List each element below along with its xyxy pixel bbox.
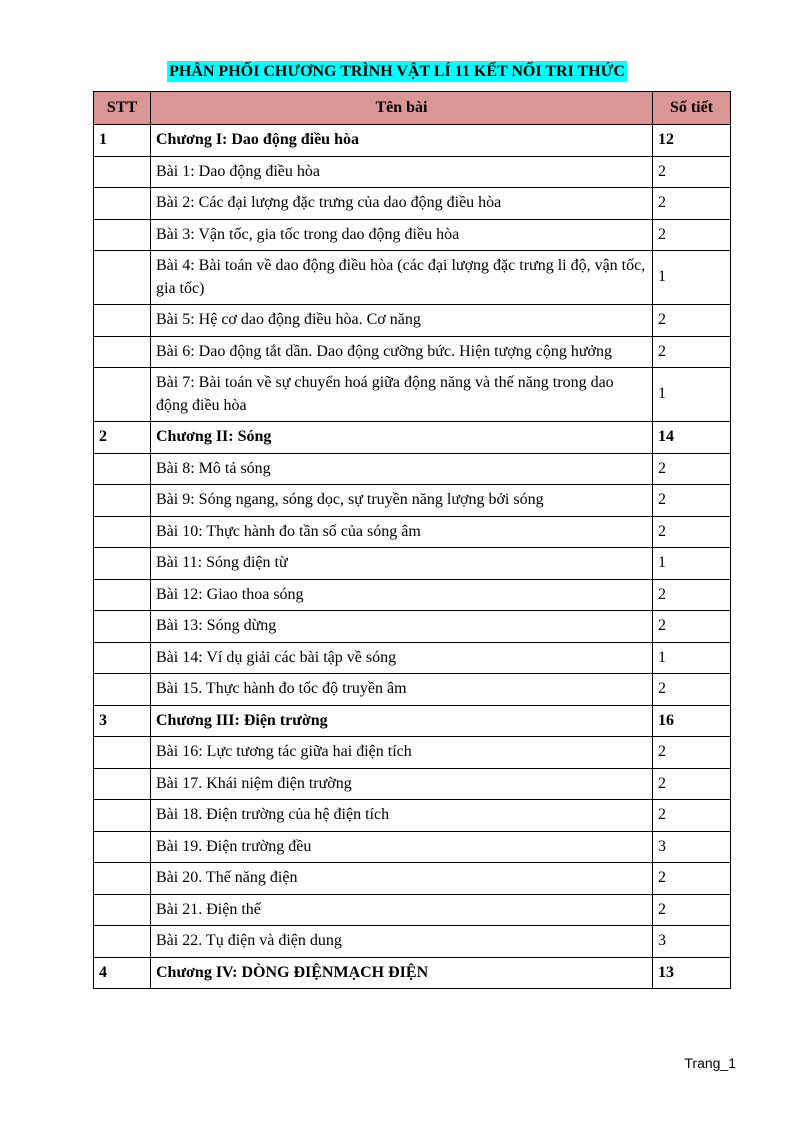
row-periods: 2 (653, 579, 731, 611)
lesson-row (94, 674, 731, 706)
row-stt (94, 800, 151, 832)
chapter-row (94, 705, 731, 737)
row-stt: 3 (94, 705, 151, 737)
lesson-row (94, 831, 731, 863)
row-stt (94, 926, 151, 958)
row-stt (94, 453, 151, 485)
row-periods: 2 (653, 674, 731, 706)
row-lesson-name: Chương II: Sóng (151, 422, 653, 454)
chapter-row (94, 125, 731, 157)
row-stt (94, 737, 151, 769)
lesson-row (94, 894, 731, 926)
row-periods: 1 (653, 642, 731, 674)
row-periods: 2 (653, 800, 731, 832)
row-lesson-name: Bài 6: Dao động tắt dần. Dao động cưỡng bức. Hiện tượng cộng hưởng (151, 336, 653, 368)
row-periods: 2 (653, 863, 731, 895)
row-stt (94, 611, 151, 643)
row-lesson-name: Bài 7: Bài toán về sự chuyển hoá giữa động năng và thế năng trong dao động điều hòa (151, 368, 653, 422)
row-periods: 12 (653, 125, 731, 157)
row-periods: 1 (653, 548, 731, 580)
chapter-row (94, 957, 731, 989)
header-lesson-name: Tên bài (151, 92, 653, 125)
row-periods: 2 (653, 336, 731, 368)
row-periods: 2 (653, 453, 731, 485)
row-lesson-name: Bài 5: Hệ cơ dao động điều hòa. Cơ năng (151, 305, 653, 337)
row-lesson-name: Bài 22. Tụ điện và điện dung (151, 926, 653, 958)
lesson-row (94, 368, 731, 422)
lesson-row (94, 926, 731, 958)
row-stt (94, 642, 151, 674)
row-stt: 2 (94, 422, 151, 454)
lesson-row (94, 800, 731, 832)
row-stt (94, 674, 151, 706)
row-stt (94, 768, 151, 800)
row-lesson-name: Bài 19. Điện trường đều (151, 831, 653, 863)
row-stt (94, 219, 151, 251)
row-stt (94, 863, 151, 895)
lesson-row (94, 516, 731, 548)
table-body (94, 125, 731, 989)
row-stt (94, 548, 151, 580)
row-stt (94, 188, 151, 220)
lesson-row (94, 485, 731, 517)
lesson-row (94, 156, 731, 188)
lesson-row (94, 251, 731, 305)
lesson-row (94, 548, 731, 580)
row-periods: 2 (653, 188, 731, 220)
row-periods: 2 (653, 611, 731, 643)
row-lesson-name: Bài 11: Sóng điện từ (151, 548, 653, 580)
title-container (0, 61, 794, 82)
row-stt (94, 336, 151, 368)
row-periods: 1 (653, 368, 731, 422)
row-stt (94, 894, 151, 926)
row-lesson-name: Chương IV: DÒNG ĐIỆNMẠCH ĐIỆN (151, 957, 653, 989)
row-lesson-name: Bài 21. Điện thế (151, 894, 653, 926)
header-stt: STT (94, 92, 151, 125)
header-periods: Số tiết (653, 92, 731, 125)
row-periods: 2 (653, 516, 731, 548)
lesson-row (94, 768, 731, 800)
row-lesson-name: Bài 15. Thực hành đo tốc độ truyền âm (151, 674, 653, 706)
row-stt (94, 251, 151, 305)
row-lesson-name: Bài 20. Thế năng điện (151, 863, 653, 895)
row-periods: 2 (653, 219, 731, 251)
row-lesson-name: Bài 14: Ví dụ giải các bài tập về sóng (151, 642, 653, 674)
row-periods: 3 (653, 831, 731, 863)
lesson-row (94, 737, 731, 769)
row-periods: 2 (653, 894, 731, 926)
row-stt (94, 579, 151, 611)
row-lesson-name: Bài 10: Thực hành đo tần số của sóng âm (151, 516, 653, 548)
row-stt (94, 831, 151, 863)
row-stt: 4 (94, 957, 151, 989)
lesson-row (94, 453, 731, 485)
chapter-row (94, 422, 731, 454)
lesson-row (94, 219, 731, 251)
lesson-row (94, 863, 731, 895)
row-lesson-name: Chương I: Dao động điều hòa (151, 125, 653, 157)
lesson-row (94, 188, 731, 220)
lesson-row (94, 336, 731, 368)
row-periods: 2 (653, 485, 731, 517)
lesson-row (94, 642, 731, 674)
row-stt (94, 305, 151, 337)
row-stt (94, 368, 151, 422)
lesson-row (94, 579, 731, 611)
row-lesson-name: Chương III: Điện trường (151, 705, 653, 737)
row-lesson-name: Bài 4: Bài toán về dao động điều hòa (các đại lượng đặc trưng li độ, vận tốc, gia tốc) (151, 251, 653, 305)
row-periods: 2 (653, 156, 731, 188)
lesson-row (94, 305, 731, 337)
row-stt (94, 156, 151, 188)
row-lesson-name: Bài 17. Khái niệm điện trường (151, 768, 653, 800)
row-lesson-name: Bài 8: Mô tả sóng (151, 453, 653, 485)
row-periods: 16 (653, 705, 731, 737)
row-lesson-name: Bài 16: Lực tương tác giữa hai điện tích (151, 737, 653, 769)
lesson-row (94, 611, 731, 643)
row-periods: 2 (653, 737, 731, 769)
row-stt (94, 516, 151, 548)
row-lesson-name: Bài 13: Sóng dừng (151, 611, 653, 643)
page-title: PHÂN PHỐI CHƯƠNG TRÌNH VẬT LÍ 11 KẾT NỐI TRI THỨC (169, 63, 625, 80)
row-periods: 2 (653, 768, 731, 800)
row-periods: 14 (653, 422, 731, 454)
row-stt (94, 485, 151, 517)
row-lesson-name: Bài 2: Các đại lượng đặc trưng của dao động điều hòa (151, 188, 653, 220)
row-lesson-name: Bài 9: Sóng ngang, sóng dọc, sự truyền năng lượng bởi sóng (151, 485, 653, 517)
row-periods: 2 (653, 305, 731, 337)
row-lesson-name: Bài 3: Vận tốc, gia tốc trong dao động điều hòa (151, 219, 653, 251)
row-lesson-name: Bài 18. Điện trường của hệ điện tích (151, 800, 653, 832)
row-periods: 1 (653, 251, 731, 305)
row-lesson-name: Bài 1: Dao động điều hòa (151, 156, 653, 188)
row-periods: 3 (653, 926, 731, 958)
curriculum-table (93, 91, 731, 989)
page-number: Trang_1 (684, 1055, 736, 1071)
row-lesson-name: Bài 12: Giao thoa sóng (151, 579, 653, 611)
row-periods: 13 (653, 957, 731, 989)
table-header-row (94, 92, 731, 125)
row-stt: 1 (94, 125, 151, 157)
